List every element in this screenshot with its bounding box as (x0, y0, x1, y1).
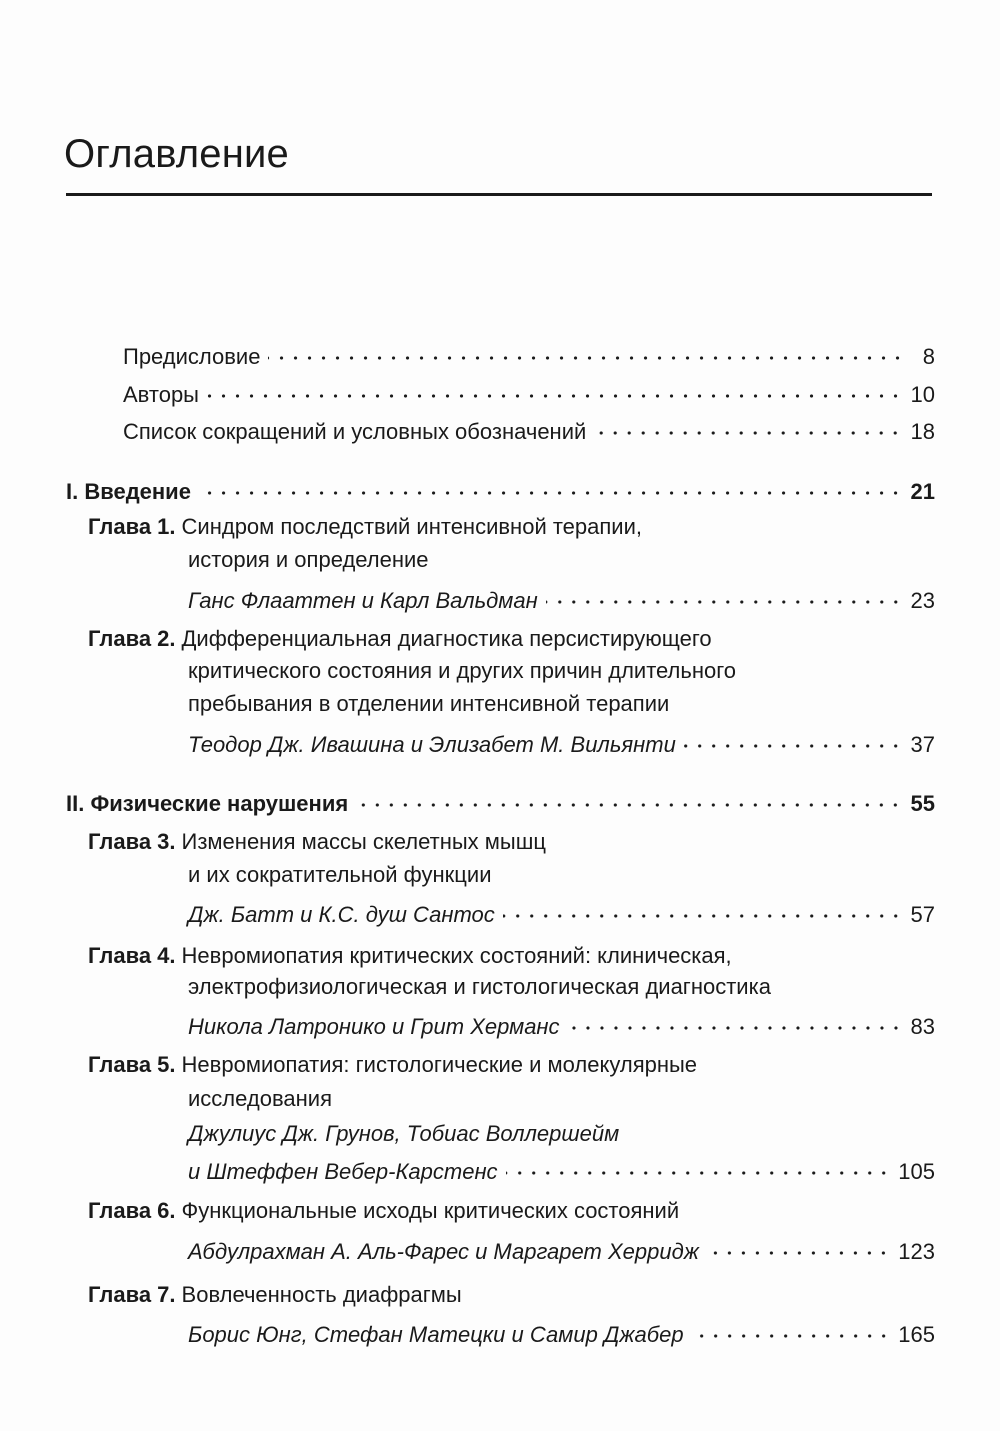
chapter-title-line: Вовлеченность диафрагмы (181, 1282, 462, 1307)
chapter-authors: Джулиус Дж. Грунов, Тобиас Воллершейм (188, 1121, 620, 1146)
chapter-authors: и Штеффен Вебер-Карстенс (188, 1159, 498, 1184)
chapter-title-line: критического состояния и других причин длительного (188, 658, 736, 683)
chapter-7-title[interactable] (88, 1280, 935, 1310)
page-number: 55 (910, 791, 935, 816)
page-number: 123 (898, 1239, 935, 1264)
chapter-number: Глава 5. (88, 1052, 176, 1077)
entry-label: Авторы (123, 382, 199, 407)
dot-leader (356, 781, 902, 811)
chapter-number: Глава 2. (88, 626, 176, 651)
chapter-title-line: и их сократительной функции (188, 862, 492, 887)
title-rule (66, 193, 932, 196)
chapter-4-title-cont (188, 972, 935, 1002)
page-number: 83 (910, 1014, 935, 1039)
chapter-5-title-cont (188, 1084, 935, 1114)
chapter-number: Глава 6. (88, 1198, 176, 1223)
chapter-7-authors[interactable] (188, 1312, 935, 1347)
chapter-title-line: Дифференциальная диагностика персистирующего (181, 626, 712, 651)
chapter-5-title[interactable] (88, 1050, 935, 1080)
entry-label: Список сокращений и условных обозначений (123, 419, 587, 444)
chapter-title-line: пребывания в отделении интенсивной терапии (188, 691, 670, 716)
toc-entry-preface[interactable] (123, 334, 935, 369)
chapter-title-line: Невромиопатия: гистологические и молекулярные (181, 1052, 698, 1077)
section-label: I. Введение (66, 479, 191, 504)
toc-entry-authors[interactable] (123, 372, 935, 407)
dot-leader (503, 892, 903, 922)
chapter-3-title-cont (188, 860, 935, 890)
page-number: 10 (910, 382, 935, 407)
chapter-title-line: Изменения массы скелетных мышц (181, 829, 546, 854)
entry-label: Предисловие (123, 344, 261, 369)
chapter-number: Глава 1. (88, 514, 176, 539)
chapter-1-authors[interactable] (188, 578, 935, 613)
toc-entry-abbreviations[interactable] (123, 409, 935, 444)
chapter-authors: Теодор Дж. Ивашина и Элизабет М. Вильянти (188, 732, 676, 757)
page-number: 8 (922, 344, 935, 369)
chapter-2-title[interactable] (88, 624, 935, 654)
chapter-title-line: электрофизиологическая и гистологическая диагностика (188, 974, 771, 999)
chapter-5-authors-cont[interactable] (188, 1149, 935, 1184)
chapter-6-title[interactable] (88, 1196, 935, 1226)
chapter-4-title[interactable] (88, 941, 935, 971)
chapter-title-line: история и определение (188, 547, 429, 572)
chapter-title-line: Функциональные исходы критических состояний (181, 1198, 680, 1223)
chapter-authors: Никола Латронико и Грит Херманс (188, 1014, 560, 1039)
toc-section-1[interactable] (66, 469, 935, 504)
section-label: II. Физические нарушения (66, 791, 349, 816)
toc-section-2[interactable] (66, 781, 935, 816)
dot-leader (594, 409, 902, 439)
chapter-1-title-cont (188, 545, 935, 575)
chapter-6-authors[interactable] (188, 1229, 935, 1264)
chapter-title-line: исследования (188, 1086, 332, 1111)
chapter-authors: Абдулрахман А. Аль-Фарес и Маргарет Херридж (188, 1239, 699, 1264)
dot-leader (546, 578, 903, 608)
page-number: 23 (910, 588, 935, 613)
chapter-authors: Ганс Флааттен и Карл Вальдман (188, 588, 538, 613)
page-number: 18 (910, 419, 935, 444)
dot-leader (692, 1312, 891, 1342)
chapter-number: Глава 3. (88, 829, 176, 854)
page-number: 165 (898, 1322, 935, 1347)
page-title: Оглавление (64, 132, 290, 176)
chapter-2-title-cont (188, 656, 935, 686)
dot-leader (207, 372, 903, 402)
page-number: 37 (910, 732, 935, 757)
chapter-3-authors[interactable] (188, 892, 935, 927)
page-number: 105 (898, 1159, 935, 1184)
chapter-number: Глава 7. (88, 1282, 176, 1307)
chapter-4-authors[interactable] (188, 1004, 935, 1039)
dot-leader (568, 1004, 903, 1034)
page-number: 21 (910, 479, 935, 504)
chapter-2-authors[interactable] (188, 722, 935, 757)
chapter-number: Глава 4. (88, 943, 176, 968)
dot-leader (707, 1229, 890, 1259)
dot-leader (506, 1149, 891, 1179)
chapter-authors: Борис Юнг, Стефан Матецки и Самир Джабер (188, 1322, 684, 1347)
chapter-title-line: Синдром последствий интенсивной терапии, (181, 514, 642, 539)
dot-leader (199, 469, 903, 499)
chapter-2-title-cont (188, 689, 935, 719)
page-number: 57 (910, 902, 935, 927)
dot-leader (684, 722, 903, 752)
chapter-authors: Дж. Батт и К.С. душ Сантос (188, 902, 495, 927)
chapter-1-title[interactable] (88, 512, 935, 542)
chapter-title-line: Невромиопатия критических состояний: клиническая, (181, 943, 732, 968)
chapter-3-title[interactable] (88, 827, 935, 857)
dot-leader (268, 334, 905, 364)
chapter-5-authors (188, 1119, 935, 1149)
